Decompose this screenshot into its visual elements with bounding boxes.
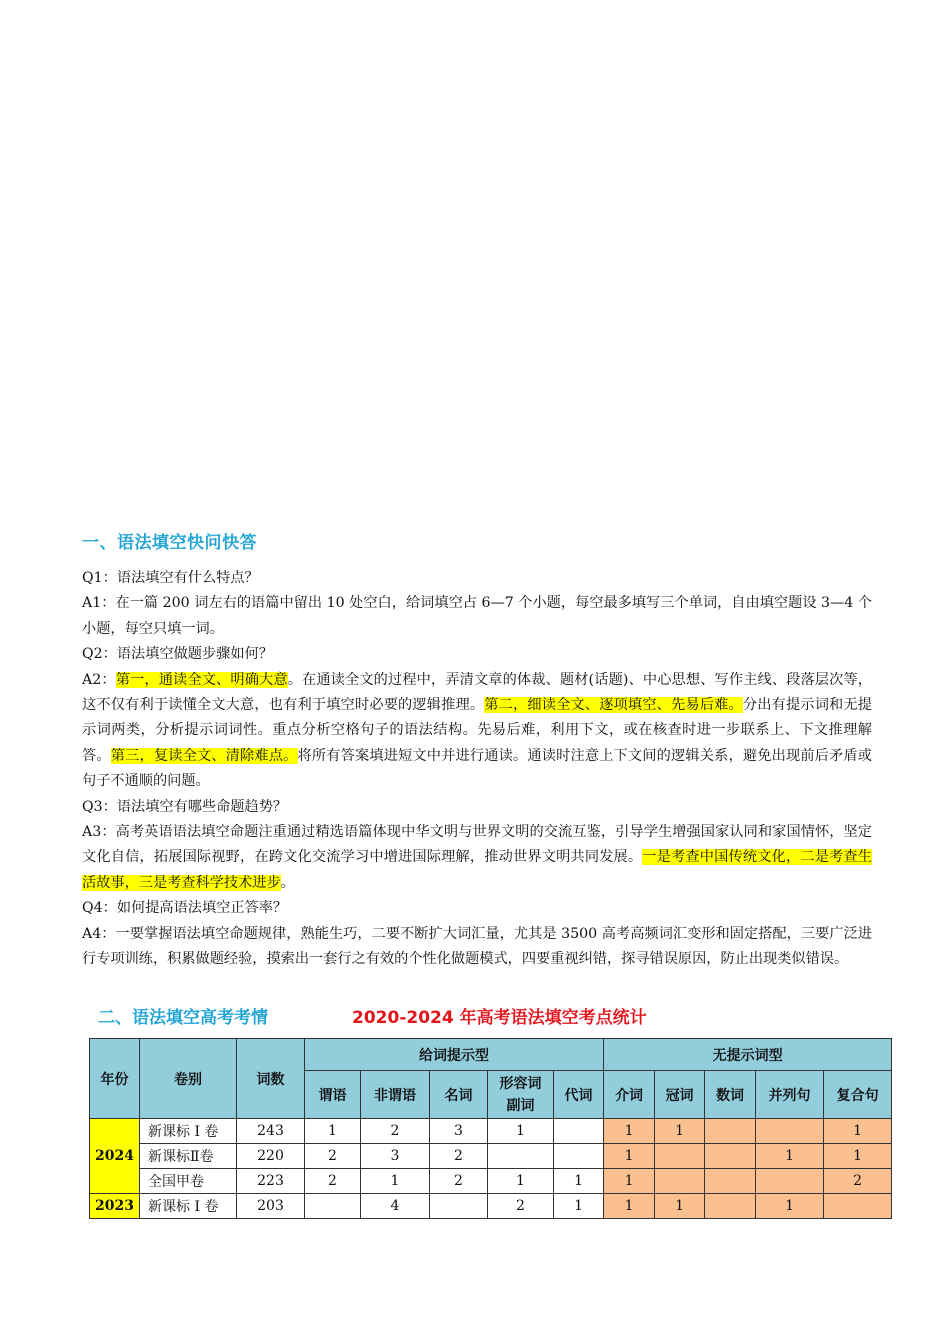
- header-col-adv: 副词: [506, 1097, 535, 1114]
- data-cell: 1: [604, 1119, 655, 1144]
- data-cell: [305, 1194, 361, 1219]
- table-row: [90, 1169, 892, 1194]
- data-cell: [756, 1169, 824, 1194]
- data-cell: 4: [361, 1194, 430, 1219]
- highlight-step-3: 第三，复读全文、清除难点。: [110, 747, 298, 764]
- answer-2-text-2: 分出有提示词和无提示词两类，分析提示词词性。重点分析空格句子的语法结构。先易后难，利用下文，或在核查时进一步联系上、下文推理解答。: [82, 697, 872, 764]
- highlight-trends: 一是考查中国传统文化，二是考查生活故事，三是考查科学技术进步: [82, 849, 872, 891]
- data-cell: 2: [430, 1144, 488, 1169]
- data-cell: [705, 1169, 756, 1194]
- question-1: Q1：语法填空有什么特点？: [82, 570, 259, 586]
- answer-4: A4：一要掌握语法填空命题规律，熟能生巧，二要不断扩大词汇量，尤其是 3500 高考高频词汇变形和固定搭配，三要广泛进行专项训练，积累做题经验，摸索出一套行之有效的个性化做题模式，四要重视纠错，探寻错误原因，防止出现类似错误。: [82, 925, 872, 968]
- header-col: 谓语: [305, 1071, 361, 1119]
- answer-3-end: 。: [280, 874, 295, 891]
- answer-2-text-1: 。在通读全文的过程中，弄清文章的体裁、题材(话题)、中心思想、写作主线、段落层次等，这不仅有利于读懂全文大意，也有利于填空时必要的逻辑推理。: [82, 671, 872, 714]
- data-cell: 1: [655, 1194, 705, 1219]
- header-col: 并列句: [756, 1071, 824, 1119]
- answer-3: [82, 820, 872, 896]
- data-cell: [655, 1144, 705, 1169]
- volume-cell: 全国甲卷: [140, 1169, 237, 1194]
- data-cell: 1: [756, 1144, 824, 1169]
- data-cell: [705, 1144, 756, 1169]
- question-2: Q2：语法填空做题步骤如何？: [82, 646, 273, 663]
- data-cell: 1: [655, 1119, 705, 1144]
- data-cell: [824, 1194, 892, 1219]
- data-cell: 1: [604, 1144, 655, 1169]
- data-cell: 1: [824, 1144, 892, 1169]
- data-cell: 3: [430, 1119, 488, 1144]
- data-cell: 1: [554, 1194, 604, 1219]
- header-volume: 卷别: [140, 1039, 237, 1119]
- volume-cell: 新课标Ⅱ卷: [140, 1144, 237, 1169]
- section1-title: 一、语法填空快问快答: [82, 533, 257, 553]
- words-cell: 220: [237, 1144, 305, 1169]
- qa-block: [82, 566, 872, 973]
- question-4: Q4：如何提高语法填空正答率？: [82, 900, 288, 917]
- data-cell: 1: [824, 1119, 892, 1144]
- data-cell: 2: [430, 1169, 488, 1194]
- data-cell: 1: [554, 1169, 604, 1194]
- data-cell: [705, 1119, 756, 1144]
- header-year: 年份: [90, 1039, 140, 1119]
- highlight-step-1: 第一，通读全文、明确大意: [115, 671, 288, 688]
- highlight-step-2: 第二，细读全文、逐项填空、先易后难。: [484, 697, 743, 714]
- words-cell: 203: [237, 1194, 305, 1219]
- data-cell: [430, 1194, 488, 1219]
- stats-table: [89, 1038, 892, 1219]
- data-cell: 1: [488, 1119, 554, 1144]
- table-row: [90, 1144, 892, 1169]
- header-col: 冠词: [655, 1071, 705, 1119]
- data-cell: 2: [361, 1119, 430, 1144]
- volume-cell: 新课标 I 卷: [140, 1119, 237, 1144]
- header-col: 非谓语: [361, 1071, 430, 1119]
- header-col-adj-adv: [488, 1071, 554, 1119]
- data-cell: 2: [488, 1194, 554, 1219]
- header-col-adj: 形容词: [499, 1075, 542, 1092]
- data-cell: [488, 1144, 554, 1169]
- data-cell: 1: [756, 1194, 824, 1219]
- answer-2-text-3: 将所有答案填进短文中并进行通读。通读时注意上下文间的逻辑关系，避免出现前后矛盾或句子不通顺的问题。: [82, 747, 872, 790]
- answer-2-prefix: A2：: [82, 671, 116, 688]
- words-cell: 243: [237, 1119, 305, 1144]
- answer-2: [82, 668, 872, 795]
- table-title: 2020-2024 年高考语法填空考点统计: [352, 1008, 647, 1028]
- data-cell: 1: [488, 1169, 554, 1194]
- volume-cell: 新课标 I 卷: [140, 1194, 237, 1219]
- data-cell: 1: [604, 1194, 655, 1219]
- data-cell: 2: [305, 1144, 361, 1169]
- header-col: 介词: [604, 1071, 655, 1119]
- data-cell: [756, 1119, 824, 1144]
- question-3: Q3：语法填空有哪些命题趋势？: [82, 798, 288, 815]
- data-cell: [554, 1119, 604, 1144]
- header-words: 词数: [237, 1039, 305, 1119]
- header-hint-group: 给词提示型: [305, 1039, 604, 1071]
- header-col: 代词: [554, 1071, 604, 1119]
- header-no-hint-group: 无提示词型: [604, 1039, 892, 1071]
- year-cell: 2024: [90, 1119, 140, 1194]
- data-cell: 1: [361, 1169, 430, 1194]
- header-col: 复合句: [824, 1071, 892, 1119]
- answer-3-text: A3：高考英语语法填空命题注重通过精选语篇体现中华文明与世界文明的交流互鉴，引导学生增强国家认同和家国情怀，坚定文化自信，拓展国际视野，在跨文化交流学习中增进国际理解，推动世界文明共同发展。: [82, 824, 872, 866]
- data-cell: 2: [824, 1169, 892, 1194]
- data-cell: [705, 1194, 756, 1219]
- data-cell: 1: [305, 1119, 361, 1144]
- header-col: 名词: [430, 1071, 488, 1119]
- answer-1: A1：在一篇 200 词左右的语篇中留出 10 处空白，给词填空占 6—7 个小题，每空最多填写三个单词，自由填空题设 3—4 个小题，每空只填一词。: [82, 595, 872, 637]
- table-row: [90, 1119, 892, 1144]
- data-cell: 1: [604, 1169, 655, 1194]
- year-cell: 2023: [90, 1194, 140, 1219]
- words-cell: 223: [237, 1169, 305, 1194]
- data-cell: 3: [361, 1144, 430, 1169]
- table-row: [90, 1194, 892, 1219]
- header-col: 数词: [705, 1071, 756, 1119]
- data-cell: 2: [305, 1169, 361, 1194]
- section2-title: 二、语法填空高考考情: [98, 1008, 268, 1028]
- data-cell: [554, 1144, 604, 1169]
- data-cell: [655, 1169, 705, 1194]
